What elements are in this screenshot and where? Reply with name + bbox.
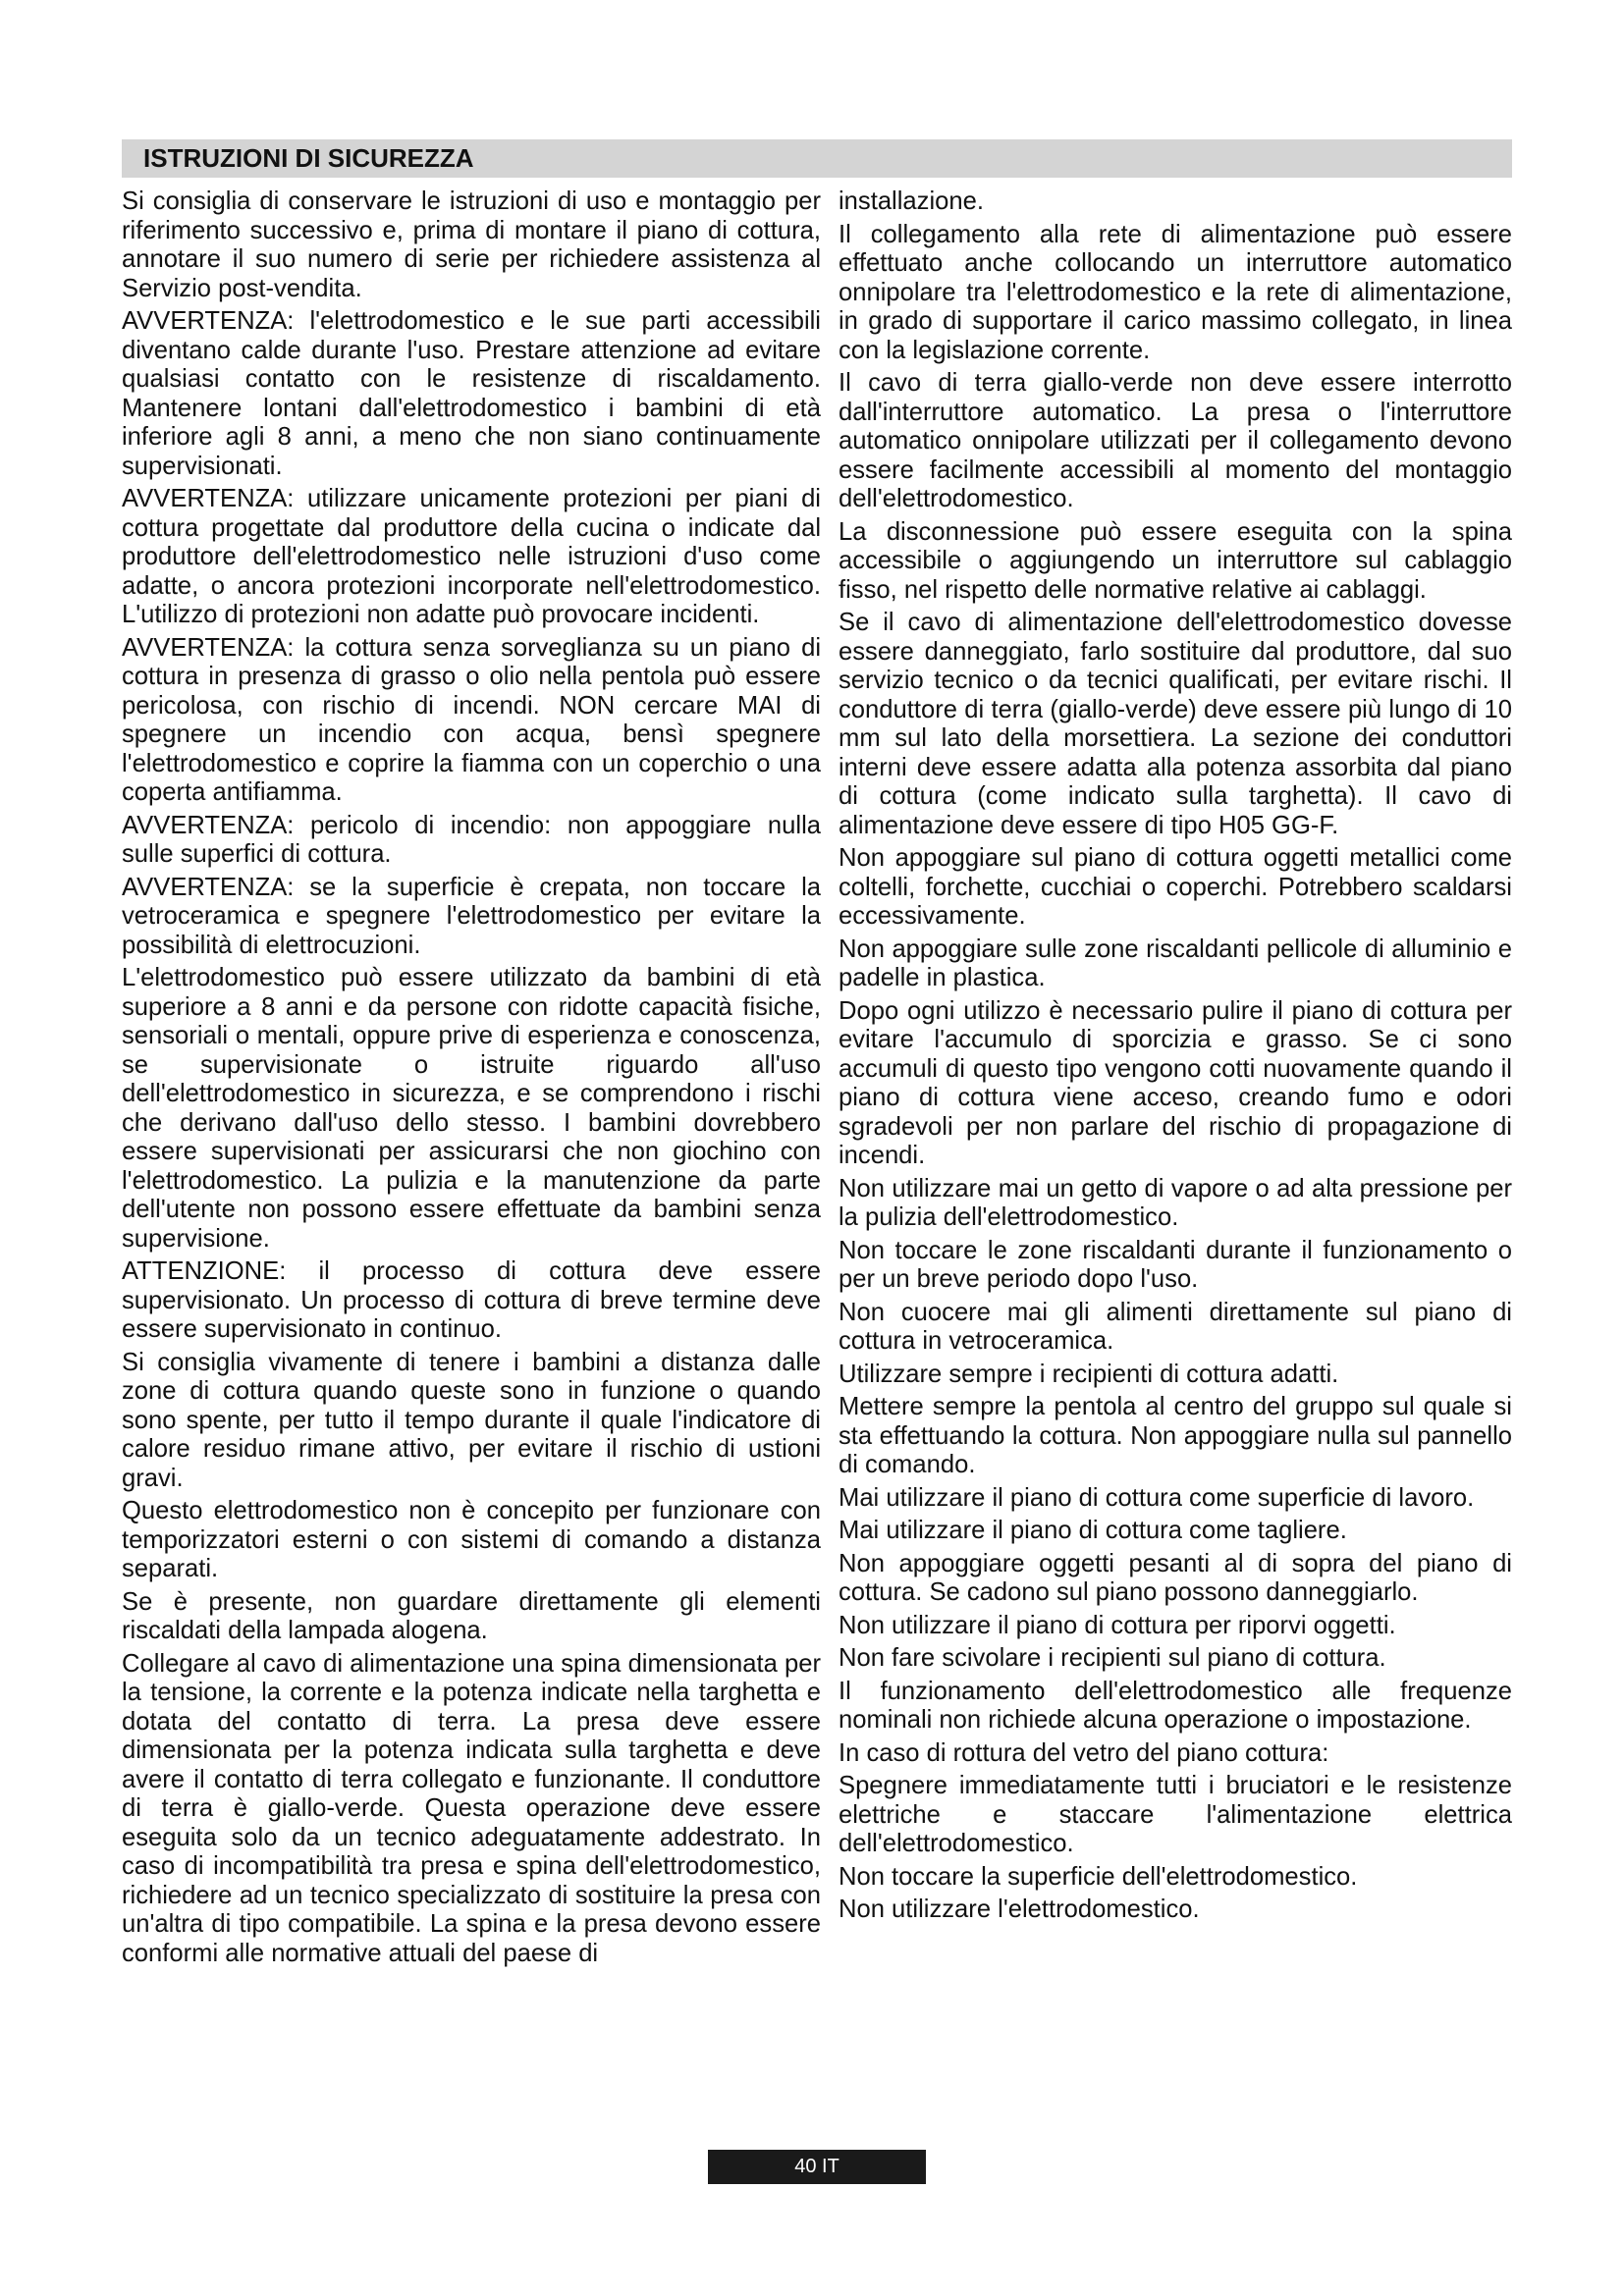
paragraph: Utilizzare sempre i recipienti di cottura adatti. <box>839 1360 1339 1388</box>
paragraph: Mettere sempre la pentola al centro del gruppo sul quale si sta effettuando la cottura. Non appoggiare nulla sul pannello di comando. <box>839 1393 1512 1478</box>
paragraph: Mai utilizzare il piano di cottura come superficie di lavoro. <box>839 1483 1475 1512</box>
paragraph: Il funzionamento dell'elettrodomestico alle frequenze nominali non richiede alcuna operazione o impostazione. <box>839 1677 1512 1734</box>
left-column <box>122 187 821 1972</box>
paragraph: La disconnessione può essere eseguita con la spina accessibile o aggiungendo un interruttore sul cablaggio fisso, nel rispetto delle normative relative ai cablaggi. <box>839 517 1512 604</box>
paragraph: Non toccare le zone riscaldanti durante il funzionamento o per un breve periodo dopo l'uso. <box>839 1236 1512 1293</box>
paragraph: AVVERTENZA: pericolo di incendio: non appoggiare nulla sulle superfici di cottura. <box>122 811 821 868</box>
paragraph: Collegare al cavo di alimentazione una spina dimensionata per la tensione, la corrente e la potenza indicate nella targhetta e dotata del contatto di terra. La presa deve essere dimensionata per la potenza indicata sulla targhetta e deve avere il contatto di terra collegato e funzionante. Il conduttore di terra è giallo-verde. Questa operazione deve essere eseguita solo da un tecnico adeguatamente addestrato. In caso di incompatibilità tra presa e spina dell'elettrodomestico, richiedere ad un tecnico specializzato di sostituire la presa con un'altra di tipo compatibile. La spina e la presa devono essere conformi alle normative attuali del paese di <box>122 1649 821 1967</box>
paragraph: Non appoggiare sulle zone riscaldanti pellicole di alluminio e padelle in plastica. <box>839 934 1512 991</box>
paragraph: Se è presente, non guardare direttamente gli elementi riscaldati della lampada alogena. <box>122 1587 821 1644</box>
paragraph: In caso di rottura del vetro del piano cottura: <box>839 1738 1329 1767</box>
paragraph: AVVERTENZA: l'elettrodomestico e le sue parti accessibili diventano calde durante l'uso. Prestare attenzione ad evitare qualsiasi contatto con le resistenze di riscaldamento. Mantenere lontani dall'elettrodomestico i bambini di età inferiore agli 8 anni, a meno che non siano continuamente supervisionati. <box>122 307 821 480</box>
section-title: ISTRUZIONI DI SICUREZZA <box>143 143 474 173</box>
right-column <box>839 187 1512 1929</box>
paragraph: Spegnere immediatamente tutti i bruciatori e le resistenze elettriche e staccare l'alimentazione elettrica dell'elettrodomestico. <box>839 1772 1512 1857</box>
paragraph: Non toccare la superficie dell'elettrodomestico. <box>839 1862 1358 1891</box>
paragraph: Il cavo di terra giallo-verde non deve essere interrotto dall'interruttore automatico. La presa o l'interruttore automatico onnipolare utilizzati per il collegamento devono essere facilmente accessibili al momento del montaggio dell'elettrodomestico. <box>839 369 1512 512</box>
paragraph: installazione. <box>839 187 984 215</box>
paragraph: Non utilizzare il piano di cottura per riporvi oggetti. <box>839 1611 1396 1639</box>
paragraph: ATTENZIONE: il processo di cottura deve essere supervisionato. Un processo di cottura di breve termine deve essere supervisionato in continuo. <box>122 1257 821 1343</box>
paragraph: Dopo ogni utilizzo è necessario pulire il piano di cottura per evitare l'accumulo di sporcizia e grasso. Se ci sono accumuli di questo tipo vengono cotti nuovamente quando il piano di cottura viene acceso, creando fumo e odori sgradevoli per non parlare del rischio di propagazione di incendi. <box>839 996 1512 1169</box>
paragraph: Questo elettrodomestico non è concepito per funzionare con temporizzatori esterni o con sistemi di comando a distanza separati. <box>122 1497 821 1582</box>
section-header-bar <box>122 139 1512 178</box>
paragraph: L'elettrodomestico può essere utilizzato da bambini di età superiore a 8 anni e da persone con ridotte capacità fisiche, sensoriali o mentali, oppure prive di esperienza e conoscenza, se supervisionate o istruite riguardo all'uso dell'elettrodomestico in sicurezza, e se comprendono i rischi che derivano dall'uso dello stesso. I bambini dovrebbero essere supervisionati per assicurarsi che non giochino con l'elettrodomestico. La pulizia e la manutenzione da parte dell'utente non possono essere effettuate da bambini senza supervisione. <box>122 964 821 1253</box>
paragraph: Si consiglia di conservare le istruzioni di uso e montaggio per riferimento successivo e, prima di montare il piano di cottura, annotare il suo numero di serie per richiedere assistenza al Servizio post-vendita. <box>122 187 821 302</box>
paragraph: Se il cavo di alimentazione dell'elettrodomestico dovesse essere danneggiato, farlo sostituire dal produttore, dal suo servizio tecnico o da tecnici qualificati, per evitare rischi. Il conduttore di terra (giallo-verde) deve essere più lungo di 10 mm sul lato della morsettiera. La sezione dei conduttori interni deve essere adatta alla potenza assorbita dal piano di cottura (come indicato sulla targhetta). Il cavo di alimentazione deve essere di tipo H05 GG-F. <box>839 609 1512 839</box>
paragraph: Si consiglia vivamente di tenere i bambini a distanza dalle zone di cottura quando queste sono in funzione o quando sono spente, per tutto il tempo durante il quale l'indicatore di calore residuo rimane attivo, per evitare il rischio di ustioni gravi. <box>122 1348 821 1492</box>
paragraph: AVVERTENZA: la cottura senza sorveglianza su un piano di cottura in presenza di grasso o olio nella pentola può essere pericolosa, con rischio di incendi. NON cercare MAI di spegnere un incendio con acqua, bensì spegnere l'elettrodomestico e coprire la fiamma con un coperchio o una coperta antifiamma. <box>122 633 821 806</box>
paragraph: Non utilizzare l'elettrodomestico. <box>839 1896 1200 1923</box>
paragraph: Non cuocere mai gli alimenti direttamente sul piano di cottura in vetroceramica. <box>839 1298 1512 1355</box>
paragraph: Non fare scivolare i recipienti sul piano di cottura. <box>839 1644 1386 1672</box>
paragraph: Non appoggiare sul piano di cottura oggetti metallici come coltelli, forchette, cucchiai o coperchi. Potrebbero scaldarsi eccessivamente. <box>839 844 1512 930</box>
paragraph: Il collegamento alla rete di alimentazione può essere effettuato anche collocando un interruttore automatico onnipolare tra l'elettrodomestico e la rete di alimentazione, in grado di supportare il carico massimo collegato, in linea con la legislazione corrente. <box>839 220 1512 364</box>
paragraph: Non appoggiare oggetti pesanti al di sopra del piano di cottura. Se cadono sul piano possono danneggiarlo. <box>839 1549 1512 1606</box>
paragraph: Non utilizzare mai un getto di vapore o ad alta pressione per la pulizia dell'elettrodomestico. <box>839 1174 1512 1231</box>
page-number: 40 IT <box>708 2150 926 2184</box>
paragraph: Mai utilizzare il piano di cottura come tagliere. <box>839 1517 1347 1544</box>
paragraph: AVVERTENZA: se la superficie è crepata, non toccare la vetroceramica e spegnere l'elettrodomestico per evitare la possibilità di elettrocuzioni. <box>122 873 821 959</box>
paragraph: AVVERTENZA: utilizzare unicamente protezioni per piani di cottura progettate dal produttore della cucina o indicate dal produttore dell'elettrodomestico nelle istruzioni d'uso come adatte, o ancora protezioni incorporate nell'elettrodomestico. L'utilizzo di protezioni non adatte può provocare incidenti. <box>122 485 821 628</box>
